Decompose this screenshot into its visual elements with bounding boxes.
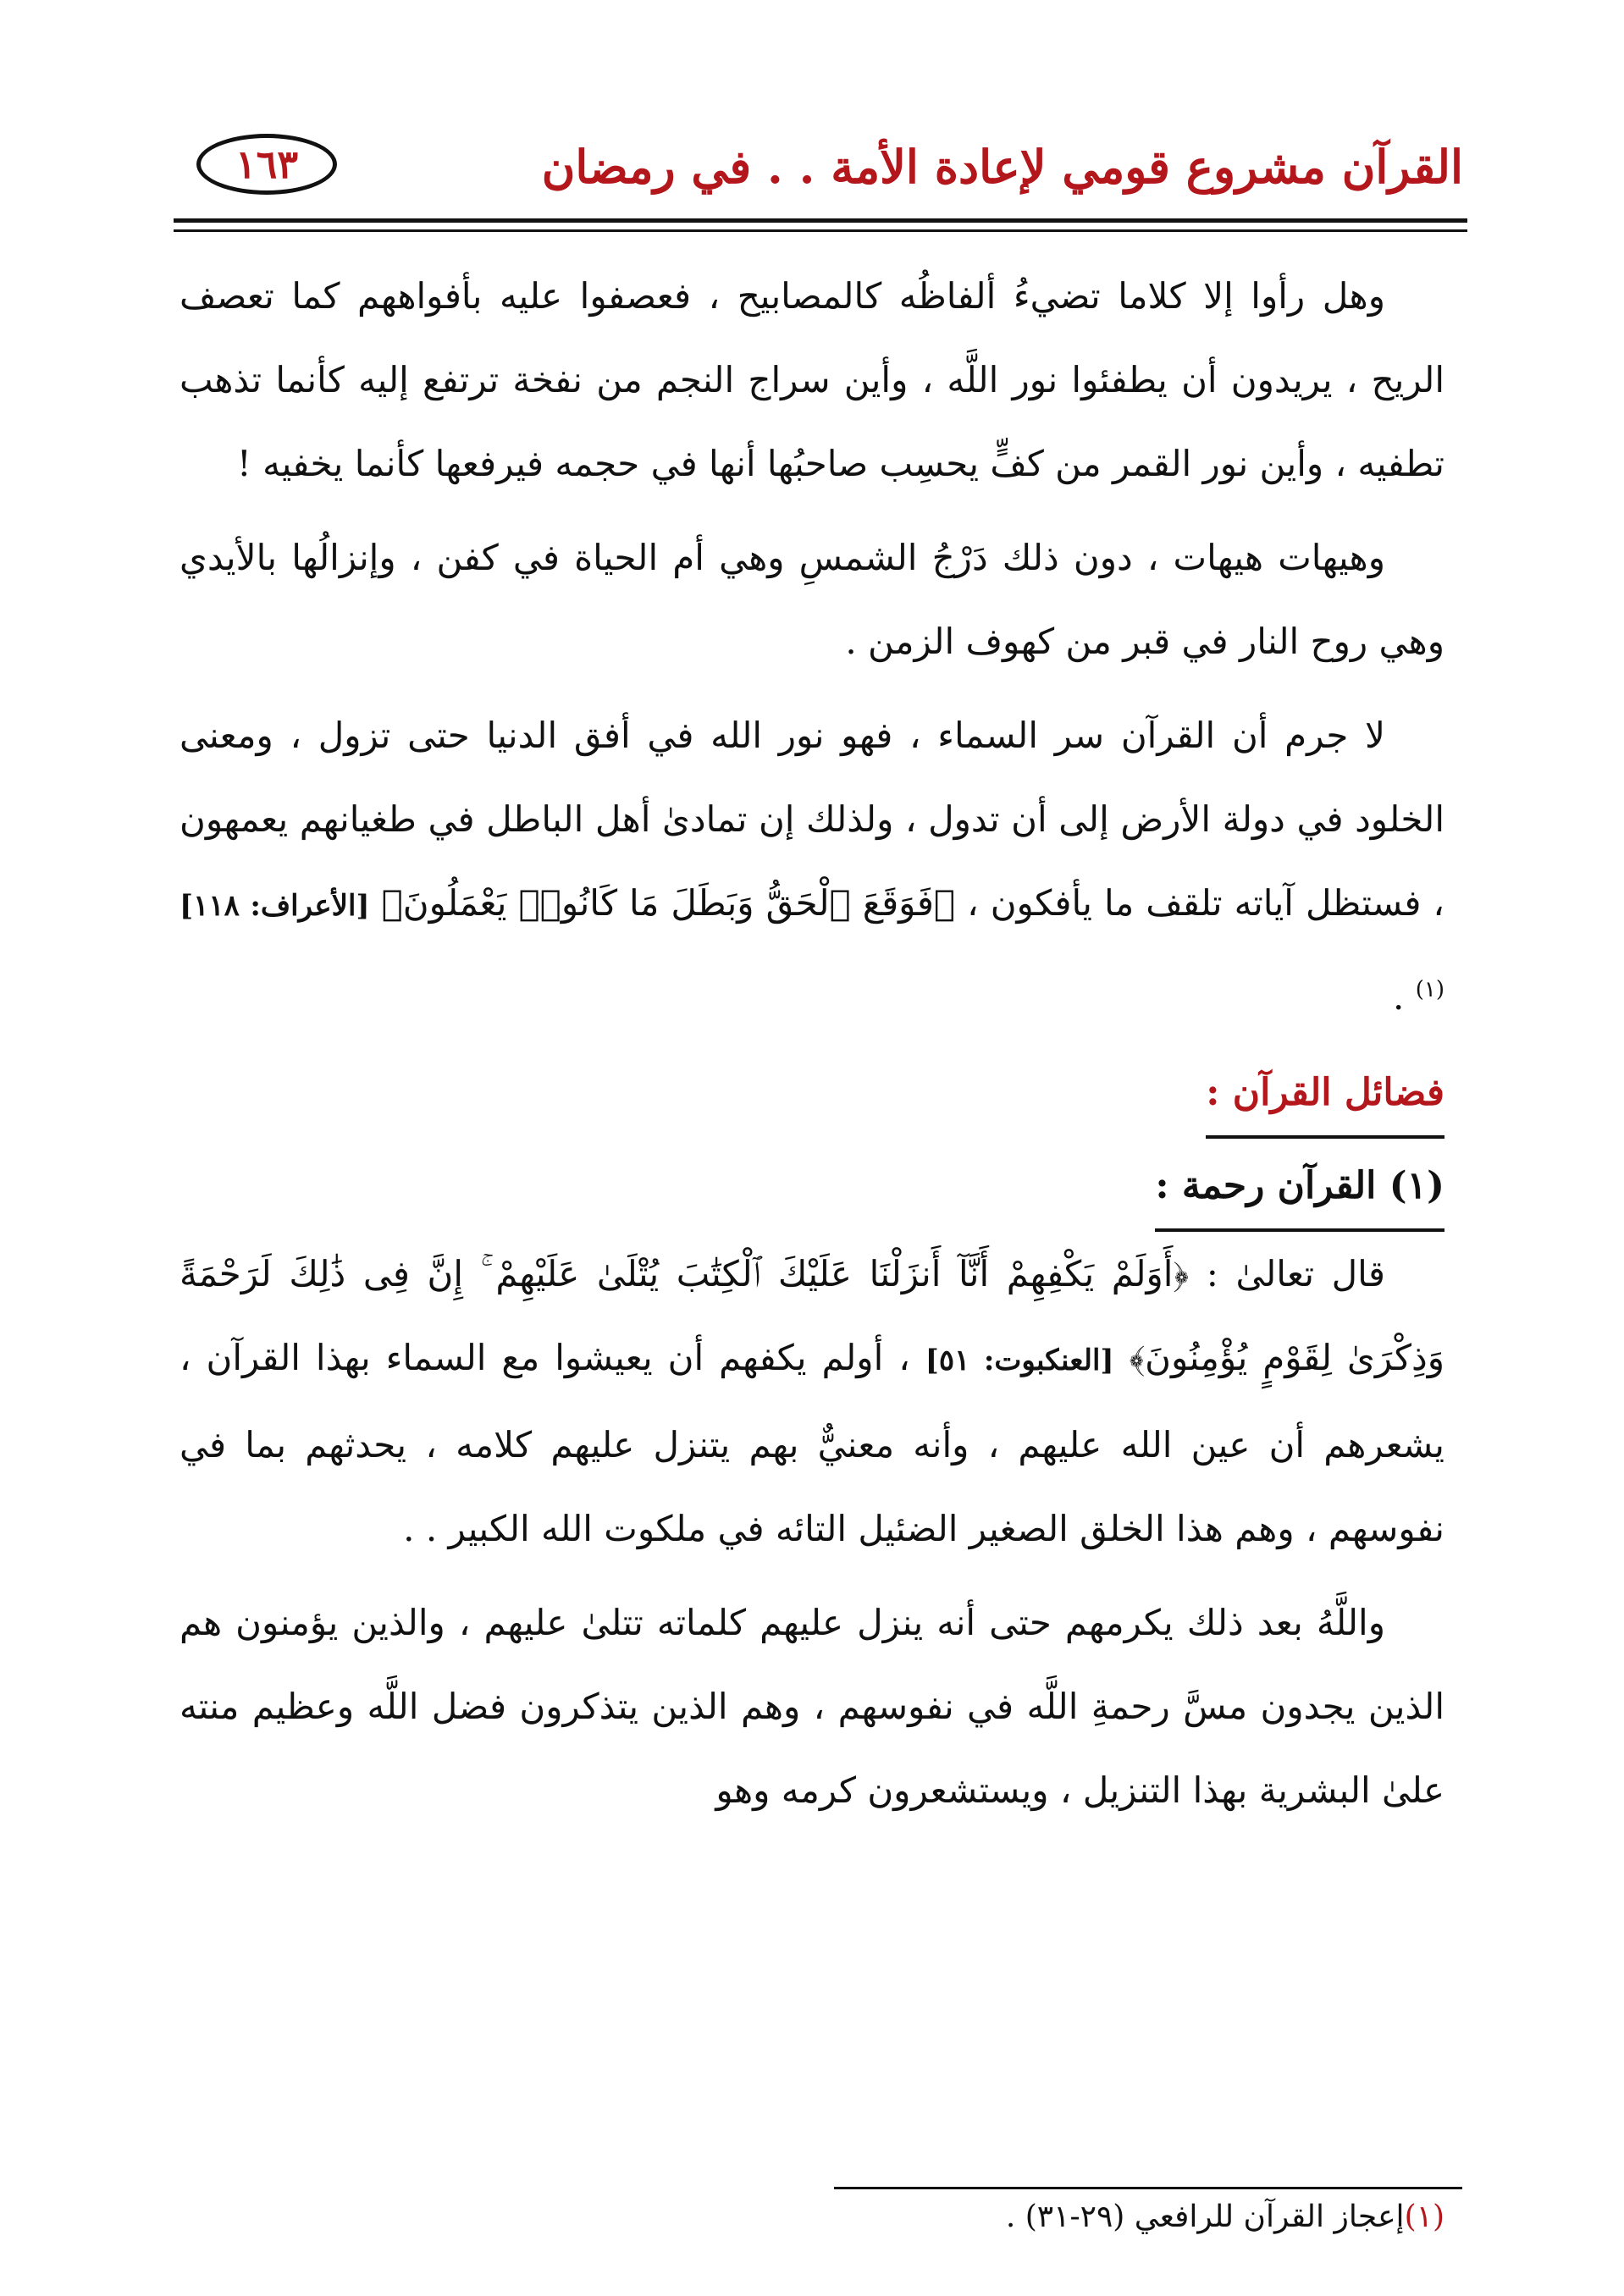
paragraph-3-text: لا جرم أن القرآن سر السماء ، فهو نور الله في أفق الدنيا حتى تزول ، ومعنى الخلود في دولة الأرض إلى أن تدول ، ولذلك إن تمادىٰ أهل الباطل في طغيانهم يعمهون ، فستظل آياته تلقف ما يأفكون ، <box>180 715 1444 924</box>
paragraph-3 <box>180 693 1444 1039</box>
verse-reference-ankabut: [العنكبوت: ٥١] <box>925 1344 1114 1377</box>
header-rule-thin <box>174 229 1467 232</box>
paragraph-4-lead: قال تعالىٰ : <box>1206 1253 1385 1294</box>
quran-verse-ankabut: ﴿أَوَلَمْ يَكْفِهِمْ أَنَّآ أَنزَلْنَا عَلَيْكَ ٱلْكِتَٰبَ يُتْلَىٰ عَلَيْهِمْ ۚ إِنَّ فِى ذَٰلِكَ لَرَحْمَةً وَذِكْرَىٰ لِقَوْمٍ يُؤْمِنُونَ﴾ <box>180 1253 1444 1378</box>
footnote-marker-1[interactable]: (١) <box>1415 977 1444 1002</box>
header-rule-thick <box>174 218 1467 223</box>
footnote-number: (١) <box>1404 2199 1444 2234</box>
section-heading-wrap <box>180 1039 1444 1139</box>
footnote-separator <box>834 2187 1462 2189</box>
page-number-badge <box>196 134 337 195</box>
running-title: القرآن مشروع قومي لإعادة الأمة . . في رمضان <box>541 140 1463 194</box>
paragraph-1: وهل رأوا إلا كلاما تضيءُ ألفاظُه كالمصابيح ، فعصفوا عليه بأفواههم كما تعصف الريح ، يريدون أن يطفئوا نور اللَّه ، وأين سراج النجم من نفخة ترتفع إليه كأنما تذهب تطفيه ، وأين نور القمر من كفٍّ يحسِب صاحبُها أنها في حجمه فيرفعها كأنما يخفيه ! <box>180 275 1444 484</box>
footnote-1 <box>1006 2199 1444 2234</box>
page-number: ١٦٣ <box>235 141 299 187</box>
section-heading: فضائل القرآن : <box>1206 1054 1444 1139</box>
main-text <box>180 254 1444 1832</box>
paragraph-5: واللَّهُ بعد ذلك يكرمهم حتى أنه ينزل عليهم كلماته تتلىٰ عليهم ، والذين يؤمنون هم الذين يجدون مسَّ رحمةِ اللَّه في نفوسهم ، وهم الذين يتذكرون فضل اللَّه وعظيم منته علىٰ البشرية بهذا التنزيل ، ويستشعرون كرمه وهو <box>180 1602 1444 1811</box>
verse-reference-araf: [الأعراف: ١١٨] <box>180 889 370 923</box>
paragraph-4-rest: ، أولم يكفهم أن يعيشوا مع السماء بهذا القرآن ، يشعرهم أن عين الله عليهم ، وأنه معنيٌّ بهم يتنزل عليهم كلامه ، يحدثهم بما في نفوسهم ، وهم هذا الخلق الصغير الضئيل التائه في ملكوت الله الكبير . . <box>180 1337 1444 1549</box>
paragraph-3-end: . <box>1393 976 1405 1018</box>
subsection-heading-wrap <box>180 1139 1444 1232</box>
footnote-text: إعجاز القرآن للرافعي (٢٩-٣١) . <box>1005 2199 1405 2234</box>
paragraph-4 <box>180 1232 1444 1570</box>
subsection-heading: (١) القرآن رحمة : <box>1155 1147 1444 1232</box>
paragraph-2: وهيهات هيهات ، دون ذلك دَرْجُ الشمسِ وهي أم الحياة في كفن ، وإنزالُها بالأيدي وهي روح النار في قبر من كهوف الزمن . <box>180 537 1444 662</box>
quran-verse-araf: ﴿فَوَقَعَ ٱلْحَقُّ وَبَطَلَ مَا كَانُوا۟ يَعْمَلُونَ﴾ <box>381 882 956 924</box>
